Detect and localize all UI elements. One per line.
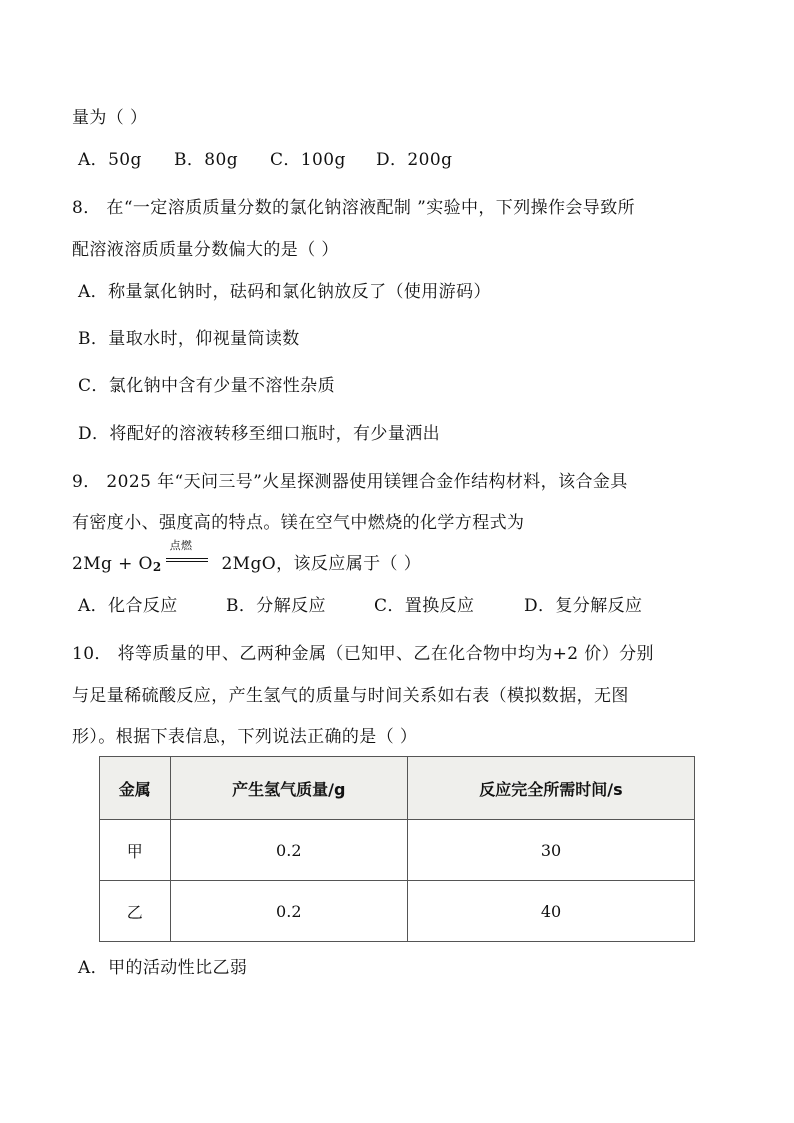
q9-condition-label: 点燃 [169,539,193,552]
q8-option-c: C．氯化钠中含有少量不溶性杂质 [78,376,336,396]
q10-data-table [99,756,695,942]
q9-equals-bar-top [166,558,208,559]
q7-options [78,148,452,172]
table-header-row [100,757,695,820]
q9-reaction-condition [166,539,210,576]
q9-option-b: B．分解反应 [226,596,326,616]
q7-stem-tail: 量为（ ） [72,108,148,128]
q9-equation [72,539,422,579]
q7-option-d: D．200g [376,150,453,170]
q8-option-a: A．称量氯化钠时，砝码和氯化钠放反了（使用游码） [78,282,491,302]
q7-option-b: B．80g [174,150,239,170]
q8-option-d: D．将配好的溶液转移至细口瓶时，有少量洒出 [78,424,441,444]
table-row [100,820,695,881]
q9-options [78,594,642,618]
q10-stem-line2: 与足量稀硫酸反应，产生氢气的质量与时间关系如右表（模拟数据，无图 [72,686,629,706]
table-header-metal: 金属 [100,757,171,820]
q7-option-a: A．50g [78,150,142,170]
q8-stem-line2: 配溶液溶质质量分数偏大的是（ ） [72,240,339,260]
table-header-reaction-time: 反应完全所需时间/s [407,757,694,820]
q9-option-a: A．化合反应 [78,596,178,616]
q9-stem-line1: 9． 2025 年“天问三号”火星探测器使用镁锂合金作结构材料，该合金具 [72,472,628,492]
q8-option-b: B．量取水时，仰视量筒读数 [78,329,300,349]
q9-equation-right: 2MgO，该反应属于（ ） [215,554,422,574]
q10-option-a: A．甲的活动性比乙弱 [78,958,248,978]
table-row [100,881,695,942]
q9-equals-bar-bottom [166,561,208,562]
table-cell-metal: 乙 [100,881,171,942]
q8-stem-line1: 8． 在“一定溶质质量分数的氯化钠溶液配制 ”实验中，下列操作会导致所 [72,198,636,218]
q9-option-c: C．置换反应 [374,596,475,616]
q10-stem-line1: 10． 将等质量的甲、乙两种金属（已知甲、乙在化合物中均为+2 价）分别 [72,644,654,664]
q10-stem-line3: 形）。根据下表信息，下列说法正确的是（ ） [72,727,418,747]
table-cell-reaction-time: 40 [407,881,694,942]
q9-equation-left: 2Mg + O [72,554,153,574]
table-cell-metal: 甲 [100,820,171,881]
q9-stem-line2: 有密度小、强度高的特点。镁在空气中燃烧的化学方程式为 [72,513,525,533]
table-cell-hydrogen-mass: 0.2 [170,820,407,881]
q9-equation-subscript: 2 [152,560,162,574]
q7-option-c: C．100g [270,150,346,170]
table-header-hydrogen-mass: 产生氢气质量/g [170,757,407,820]
q9-option-d: D．复分解反应 [524,596,643,616]
table-cell-reaction-time: 30 [407,820,694,881]
table-cell-hydrogen-mass: 0.2 [170,881,407,942]
